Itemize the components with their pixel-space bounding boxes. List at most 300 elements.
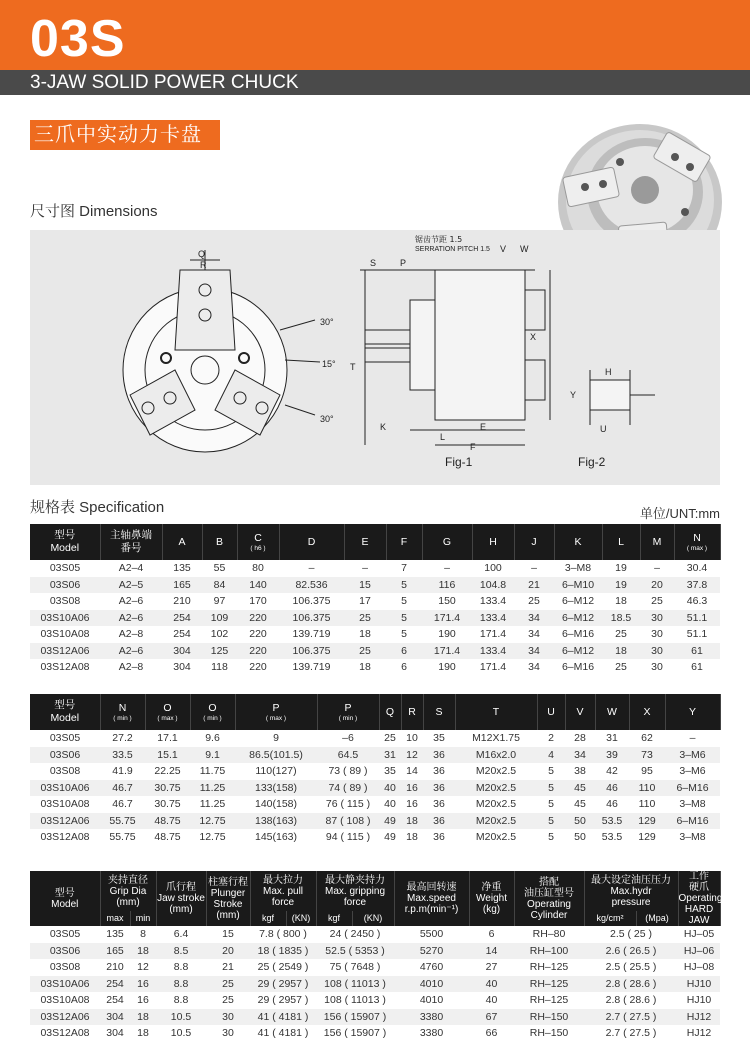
- table-cell: 61: [691, 661, 703, 674]
- column-subheader: min: [130, 911, 156, 926]
- table-row: [30, 730, 720, 747]
- header-line: Jaw stroke: [157, 893, 205, 904]
- table-cell: 133.4: [479, 595, 507, 608]
- table-cell: 25: [615, 628, 627, 641]
- header-sub: 番号: [120, 542, 142, 554]
- column-header: [401, 694, 423, 730]
- svg-text:E: E: [480, 422, 487, 432]
- column-subheader: kgf: [316, 911, 352, 926]
- table-cell: 4010: [394, 976, 469, 993]
- table-cell: 2.8 ( 28.6 ): [584, 976, 678, 993]
- table-cell: 2.7 ( 27.5 ): [584, 1009, 678, 1026]
- table-cell: 25: [528, 595, 540, 608]
- table-cell: 67: [469, 1009, 514, 1026]
- table-cell: 18: [359, 628, 371, 641]
- column-header: [235, 694, 317, 730]
- table-cell: 190: [438, 628, 456, 641]
- table-cell: 45: [565, 780, 595, 797]
- table-cell: 87 ( 108 ): [317, 813, 379, 830]
- table-cell: HJ12: [678, 1009, 720, 1026]
- table-cell: 210: [106, 961, 124, 974]
- table-cell: 2: [548, 732, 554, 745]
- table-cell: 6–M12: [561, 595, 595, 608]
- header-main: J: [531, 535, 537, 548]
- table-cell: 03S12A08: [40, 661, 90, 674]
- svg-text:X: X: [530, 332, 537, 342]
- table-cell: 15: [222, 928, 234, 941]
- svg-text:Y: Y: [570, 390, 577, 400]
- table-cell: 41 ( 4181 ): [257, 1027, 309, 1040]
- header-main: T: [492, 705, 500, 718]
- table-cell: 110(127): [255, 765, 297, 778]
- table-cell: 15: [344, 577, 386, 594]
- table-cell: 220: [237, 643, 279, 660]
- table-cell: 8.8: [156, 976, 206, 993]
- table-cell: 139.719: [292, 661, 331, 674]
- header-line: 夹持直径: [108, 874, 148, 886]
- table-cell: 171.4: [422, 643, 472, 660]
- table-cell: 48.75: [154, 831, 181, 844]
- header-line: Plunger: [210, 887, 246, 899]
- table-cell: 64.5: [317, 747, 379, 764]
- table-cell: 304: [173, 661, 191, 674]
- header-main: F: [400, 535, 408, 548]
- header-line: force: [271, 896, 295, 908]
- table-cell: 03S05: [49, 732, 81, 745]
- table-cell: 5270: [394, 943, 469, 960]
- table-cell: 5: [386, 610, 422, 627]
- table-cell: 254: [100, 976, 130, 993]
- header-main: H: [489, 535, 497, 548]
- table-cell: 135: [106, 928, 124, 941]
- table-cell: 34: [514, 643, 554, 660]
- table-cell: 46.7: [100, 780, 145, 797]
- table-cell: 27.2: [112, 732, 133, 745]
- table-cell: 2.7 ( 27.5 ): [605, 1027, 657, 1040]
- table-cell: 18 ( 1835 ): [250, 943, 316, 960]
- table-cell: 21: [222, 961, 234, 974]
- table-cell: M16x2.0: [455, 747, 537, 764]
- table-cell: 30.75: [154, 798, 181, 811]
- table-cell: 3–M8: [679, 798, 706, 811]
- table-cell: 21: [514, 577, 554, 594]
- column-subheader: kg/cm²: [584, 911, 636, 926]
- table-cell: 5: [386, 577, 422, 594]
- table-cell: 25: [615, 661, 627, 674]
- table-cell: 5: [548, 765, 554, 778]
- table-cell: –6: [342, 732, 354, 745]
- table-cell: 35: [384, 765, 396, 778]
- table-row: [30, 959, 720, 976]
- table-cell: 9.6: [205, 732, 220, 745]
- table-cell: 25: [344, 610, 386, 627]
- table-cell: 03S08: [49, 765, 81, 778]
- table-cell: HJ10: [686, 994, 712, 1007]
- table-cell: 18: [406, 831, 418, 844]
- table-cell: 4010: [419, 994, 444, 1007]
- table-cell: 109: [202, 610, 237, 627]
- table-cell: 03S08: [49, 595, 81, 608]
- header-main: E: [361, 535, 369, 548]
- table-cell: 11.25: [190, 780, 235, 797]
- svg-text:R: R: [200, 260, 207, 270]
- table-cell: 73: [629, 747, 665, 764]
- dimension-drawing: [30, 230, 720, 485]
- table-cell: RH–125: [529, 994, 569, 1007]
- column-header: [30, 524, 100, 560]
- header-main: S: [435, 705, 443, 718]
- table-cell: 118: [211, 661, 228, 674]
- table-cell: 45: [574, 798, 586, 811]
- column-header: [674, 524, 720, 560]
- table-cell: M20x2.5: [455, 813, 537, 830]
- table-row: [30, 796, 720, 813]
- header-line: HARD JAW: [684, 904, 714, 926]
- table-cell: 5: [548, 831, 554, 844]
- table-row: [30, 560, 720, 577]
- table-row: [30, 643, 720, 660]
- header-main: Q: [385, 705, 395, 718]
- serration-label-en: SERRATION PITCH 1.5: [415, 246, 490, 253]
- dimensions-title: 尺寸图 Dimensions: [30, 203, 158, 220]
- column-header: [279, 524, 344, 560]
- svg-text:K: K: [380, 422, 387, 432]
- table-cell: 49: [379, 813, 401, 830]
- header-line: 最高回转速: [406, 882, 457, 893]
- header-line: pressure: [611, 896, 651, 908]
- header-line: Grip Dia: [109, 885, 147, 897]
- table-cell: 19: [615, 562, 627, 575]
- table-cell: 03S10A06: [30, 976, 100, 993]
- table-cell: 38: [574, 765, 586, 778]
- table-cell: 6: [488, 928, 495, 941]
- table-cell: 6–M12: [554, 610, 602, 627]
- table-cell: 50: [565, 813, 595, 830]
- table-cell: RH–125: [529, 961, 569, 974]
- table-cell: 41.9: [112, 765, 133, 778]
- header-main: C: [254, 532, 262, 544]
- header-main: K: [574, 535, 582, 548]
- table-cell: A2–6: [100, 610, 162, 627]
- table-cell: 139.719: [292, 628, 331, 641]
- table-cell: –: [689, 732, 696, 745]
- table-cell: 10: [406, 732, 418, 745]
- table-cell: M12X1.75: [472, 732, 520, 745]
- table-cell: –: [444, 562, 450, 575]
- column-header: [455, 694, 537, 730]
- table-cell: 76 ( 115 ): [325, 798, 371, 811]
- table-cell: 03S05: [49, 562, 81, 575]
- table-cell: –: [308, 562, 315, 575]
- table-cell: 6–M10: [554, 577, 602, 594]
- header-small: ( h6 ): [250, 545, 266, 552]
- table-cell: 03S05: [49, 928, 81, 941]
- table-cell: RH–100: [514, 943, 584, 960]
- table-cell: 12.75: [199, 831, 226, 844]
- table-cell: 36: [423, 813, 455, 830]
- table-cell: 82.536: [279, 577, 344, 594]
- table-cell: HJ–08: [683, 961, 715, 974]
- table-cell: 254: [173, 628, 191, 641]
- table-cell: 138(163): [235, 813, 317, 830]
- svg-text:30°: 30°: [320, 414, 334, 424]
- header-main: Y: [688, 705, 696, 718]
- table-cell: M20x2.5: [475, 765, 517, 778]
- column-subheader: (KN): [352, 911, 394, 926]
- table-cell: 18: [137, 1027, 149, 1040]
- header-main: D: [307, 535, 316, 548]
- table-row: [30, 626, 720, 643]
- table-cell: 03S10A06: [30, 610, 100, 627]
- table-cell: 36: [423, 747, 455, 764]
- column-header: [317, 694, 379, 730]
- table-cell: 30: [651, 661, 663, 674]
- table-cell: 18: [615, 595, 627, 608]
- table-cell: 108 ( 11013 ): [316, 976, 394, 993]
- table-cell: 6–M16: [561, 661, 595, 674]
- table-cell: 12: [401, 747, 423, 764]
- table-cell: 16: [401, 780, 423, 797]
- table-cell: 75 ( 7648 ): [329, 961, 381, 974]
- table-cell: 18.5: [602, 610, 640, 627]
- svg-text:30°: 30°: [320, 317, 334, 327]
- header-small: ( min ): [338, 715, 358, 722]
- table-cell: 3380: [394, 1009, 469, 1026]
- table-cell: 30: [206, 1009, 250, 1026]
- svg-text:L: L: [440, 432, 446, 442]
- table-cell: 03S10A06: [30, 780, 100, 797]
- table-cell: 95: [641, 765, 653, 778]
- header-main: 型号: [54, 699, 76, 711]
- table-cell: 40: [485, 994, 498, 1007]
- header-main: N: [693, 532, 701, 544]
- table-cell: 31: [606, 732, 618, 745]
- table-cell: 6–M12: [554, 643, 602, 660]
- table-cell: 6–M16: [561, 628, 595, 641]
- table-cell: 129: [638, 831, 656, 844]
- table-cell: 20: [206, 943, 250, 960]
- table-cell: 16: [406, 798, 418, 811]
- table-row: [30, 813, 720, 830]
- table-cell: 102: [210, 628, 229, 641]
- table-cell: 39: [595, 747, 629, 764]
- header-line: Max.speed: [407, 893, 456, 904]
- header-small: ( min ): [113, 715, 132, 722]
- header-main: P: [344, 702, 352, 714]
- table-cell: 34: [528, 628, 540, 641]
- table-cell: 55: [213, 562, 226, 575]
- table-cell: 6.4: [173, 928, 189, 941]
- header-line: Max.hydr: [610, 885, 652, 897]
- table-cell: 104.8: [472, 577, 514, 594]
- product-code: 03S: [30, 10, 126, 68]
- header-small: ( max ): [686, 545, 708, 552]
- table-cell: 11.75: [199, 765, 226, 778]
- column-header: [602, 524, 640, 560]
- table-row: [30, 829, 720, 846]
- table-cell: 03S10A08: [40, 798, 90, 811]
- table-cell: 106.375: [292, 595, 331, 608]
- table-cell: 03S10A08: [40, 628, 90, 641]
- table-cell: 80: [252, 562, 264, 575]
- header-bar: [0, 0, 750, 95]
- column-header: [584, 871, 678, 911]
- table-cell: 53.5: [595, 813, 629, 830]
- header-line: 爪行程: [166, 882, 196, 893]
- table-cell: HJ–06: [678, 943, 720, 960]
- product-subtitle: 3-JAW SOLID POWER CHUCK: [30, 72, 299, 93]
- table-cell: 220: [237, 610, 279, 627]
- header-line: (mm): [116, 896, 140, 908]
- table-cell: 46.3: [686, 595, 708, 608]
- table-cell: 7: [401, 562, 407, 575]
- svg-text:Q: Q: [198, 249, 206, 259]
- table-cell: 40: [379, 780, 401, 797]
- header-line: Weight: [476, 893, 507, 904]
- column-header: [145, 694, 190, 730]
- table-cell: 304: [100, 1009, 130, 1026]
- technical-drawing: [30, 230, 720, 485]
- column-header: [190, 694, 235, 730]
- table-cell: 6: [401, 661, 407, 674]
- table-cell: 129: [629, 813, 665, 830]
- table-cell: 36: [423, 780, 455, 797]
- table-cell: 171.4: [479, 628, 507, 641]
- header-line: (kg): [482, 904, 501, 915]
- header-sub: Model: [50, 712, 80, 724]
- table-cell: 46: [606, 798, 618, 811]
- table-cell: 4760: [419, 961, 444, 974]
- header-main: R: [408, 705, 416, 718]
- column-subheader: (Mpa): [636, 911, 678, 926]
- column-header: [316, 871, 394, 911]
- table-cell: 17.1: [157, 732, 178, 745]
- table-cell: 5: [548, 798, 554, 811]
- header-main: B: [215, 535, 223, 548]
- column-header: [514, 871, 584, 926]
- table-cell: 30: [640, 643, 674, 660]
- column-subheader: max: [100, 911, 130, 926]
- table-cell: 14: [406, 765, 418, 778]
- table-cell: 46.7: [112, 798, 133, 811]
- table-cell: 25 ( 2549 ): [257, 961, 309, 974]
- table-cell: 30: [651, 628, 663, 641]
- table-cell: 25: [651, 595, 663, 608]
- column-header: [100, 524, 162, 560]
- table-cell: A2–6: [100, 643, 162, 660]
- table-cell: 41 ( 4181 ): [250, 1009, 316, 1026]
- table-cell: 8.5: [156, 943, 206, 960]
- table-row: [30, 1025, 720, 1042]
- column-header: [472, 524, 514, 560]
- table-cell: 36: [433, 831, 445, 844]
- table-cell: 03S12A06: [30, 643, 100, 660]
- table-cell: 17: [359, 595, 371, 608]
- fig2-label: Fig-2: [578, 455, 606, 469]
- table-cell: 140(158): [254, 798, 298, 811]
- table-cell: 30.4: [686, 562, 708, 575]
- svg-text:15°: 15°: [322, 359, 336, 369]
- header-line: (mm): [216, 909, 240, 921]
- header-line: 最大静夹持力: [325, 874, 386, 886]
- table-row: [30, 943, 720, 960]
- table-cell: 2.5 ( 25 ): [610, 928, 653, 941]
- column-subheader: kgf: [250, 911, 286, 926]
- table-row: [30, 763, 720, 780]
- svg-text:S: S: [370, 258, 377, 268]
- table-cell: 9.1: [190, 747, 235, 764]
- table-cell: M20x2.5: [455, 780, 537, 797]
- table-cell: 6: [386, 643, 422, 660]
- column-header: [156, 871, 206, 926]
- header-line: Cylinder: [530, 909, 568, 921]
- header-line: Operating: [527, 898, 571, 910]
- table-cell: 40: [469, 976, 514, 993]
- fig1-label: Fig-1: [445, 455, 473, 469]
- table-cell: 12: [137, 961, 149, 974]
- table-cell: 5: [401, 595, 407, 608]
- table-cell: 16: [137, 994, 149, 1007]
- table-cell: 3380: [419, 1027, 444, 1040]
- column-header: [554, 524, 602, 560]
- table-cell: 51.1: [674, 610, 720, 627]
- header-main: O: [208, 702, 217, 714]
- table-cell: 34: [514, 610, 554, 627]
- header-line: Max. pull: [263, 885, 304, 897]
- header-small: ( max ): [265, 715, 287, 722]
- table-cell: 51.1: [686, 628, 708, 641]
- svg-text:U: U: [600, 424, 607, 434]
- table-cell: 18: [602, 643, 640, 660]
- table-cell: 190: [438, 661, 456, 674]
- table-cell: 24 ( 2450 ): [329, 928, 381, 941]
- table-cell: –: [362, 562, 368, 575]
- table-row: [30, 992, 720, 1009]
- table-cell: 304: [106, 1027, 124, 1040]
- header-small: ( min ): [203, 715, 222, 722]
- table-cell: 8: [140, 928, 146, 941]
- table-cell: 5: [537, 813, 565, 830]
- table-cell: 27: [485, 961, 498, 974]
- table-cell: 133.4: [472, 643, 514, 660]
- header-main: A: [178, 535, 186, 548]
- header-line: 净重: [481, 882, 502, 893]
- table-cell: 170: [249, 595, 267, 608]
- table-cell: 156 ( 15907 ): [323, 1027, 387, 1040]
- table-cell: 7.8 ( 800 ): [259, 928, 307, 941]
- column-header: [394, 871, 469, 926]
- header-line: Stroke: [213, 898, 243, 910]
- table-cell: 61: [674, 643, 720, 660]
- table-cell: 171.4: [422, 610, 472, 627]
- column-header: [565, 694, 595, 730]
- header-line: force: [343, 896, 367, 908]
- table-cell: 25: [384, 732, 396, 745]
- table-cell: 55.75: [109, 831, 136, 844]
- header-line: 硬爪: [689, 882, 710, 893]
- table-cell: 8.8: [173, 961, 189, 974]
- table-cell: M20x2.5: [475, 831, 517, 844]
- table-row: [30, 976, 720, 993]
- table-cell: 03S06: [30, 943, 100, 960]
- header-line: 油压缸型号: [524, 887, 575, 899]
- table-cell: 18: [401, 813, 423, 830]
- table-cell: 30: [222, 1027, 234, 1040]
- table-cell: 5: [537, 780, 565, 797]
- table-cell: 125: [202, 643, 237, 660]
- spec-table-1: [30, 524, 721, 676]
- table-cell: 106.375: [279, 643, 344, 660]
